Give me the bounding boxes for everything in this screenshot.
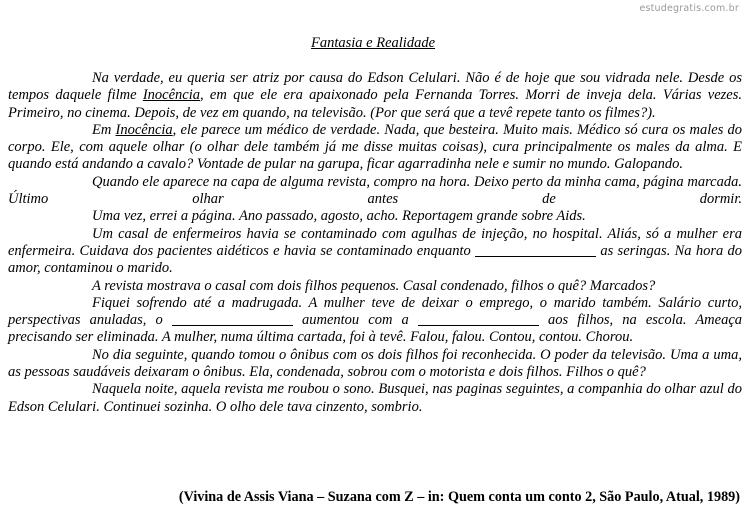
paragraph: Quando ele aparece na capa de alguma revista, compro na hora. Deixo perto da minha cama, página marcada. Último olhar antes de dormir.	[8, 173, 742, 208]
watermark: estudegratis.com.br	[639, 3, 739, 14]
paragraph: Uma vez, errei a página. Ano passado, agosto, acho. Reportagem grande sobre Aids.	[92, 208, 586, 225]
paragraph: Fiquei sofrendo até a madrugada. A mulher teve de deixar o emprego, o marido também. Salário curto, perspectivas anuladas, o aumentou com a aos filhos, na escola. Ameaça precisando ser eliminada. A mulher, numa última cartada, foi à tevê. Falou, falou. Contou, contou. Chorou.	[8, 294, 743, 346]
paragraph: A revista mostrava o casal com dois filhos pequenos. Casal condenado, filhos o quê? Marcados?	[92, 277, 656, 294]
film-title: Inocência	[115, 121, 173, 138]
fill-in-blank[interactable]	[172, 312, 293, 326]
fill-in-blank[interactable]	[475, 243, 596, 257]
paragraph: Na verdade, eu queria ser atriz por causa do Edson Celulari. Não é de hoje que sou vidrada nele. Desde os tempos daquele filme Inocência, em que ele era apaixonado pela Fernanda Torres. Morri de inveja dela. Várias vezes. Primeiro, no cinema. Depois, de vez em quando, na televisão. (Por que será que a tevê repete tanto os filmes?).	[8, 70, 742, 121]
paragraph: Naquela noite, aquela revista me roubou o sono. Busquei, nas paginas seguintes, a companhia do olhar azul do Edson Celulari. Continuei sozinha. O olho dele tava cinzento, sombrio.	[8, 381, 742, 415]
film-title: Inocência	[142, 87, 201, 104]
page-title: Fantasia e Realidade	[310, 35, 436, 51]
story-text	[8, 70, 742, 416]
source-citation: (Vivina de Assis Viana – Suzana com Z – in: Quem conta um conto 2, São Paulo, Atual, 1989)	[178, 489, 740, 505]
paragraph: Em Inocência, ele parece um médico de verdade. Nada, que besteira. Muito mais. Médico só cura os males do corpo. Ele, com aquele olhar (o olhar dele também já me disse muitas coisas), cura principalmente os males da alma. E quando está andando a cavalo? Vontade de pular na garupa, ficar agarradinha nele e sumir no mundo. Galopando.	[8, 121, 742, 173]
paragraph: No dia seguinte, quando tomou o ônibus com os dois filhos foi reconhecida. O poder da televisão. Uma a uma, as pessoas saudáveis deixaram o ônibus. Ela, condenada, sobrou com o motorista e dois filhos. Filhos o quê?	[8, 346, 742, 381]
paragraph: Um casal de enfermeiros havia se contaminado com agulhas de injeção, no hospital. Aliás, só a mulher era enfermeira. Cuidava dos pacientes aidéticos e havia se contaminado enquanto as seringas. Na hora do amor, contaminou o marido.	[8, 225, 743, 277]
fill-in-blank[interactable]	[418, 312, 539, 326]
